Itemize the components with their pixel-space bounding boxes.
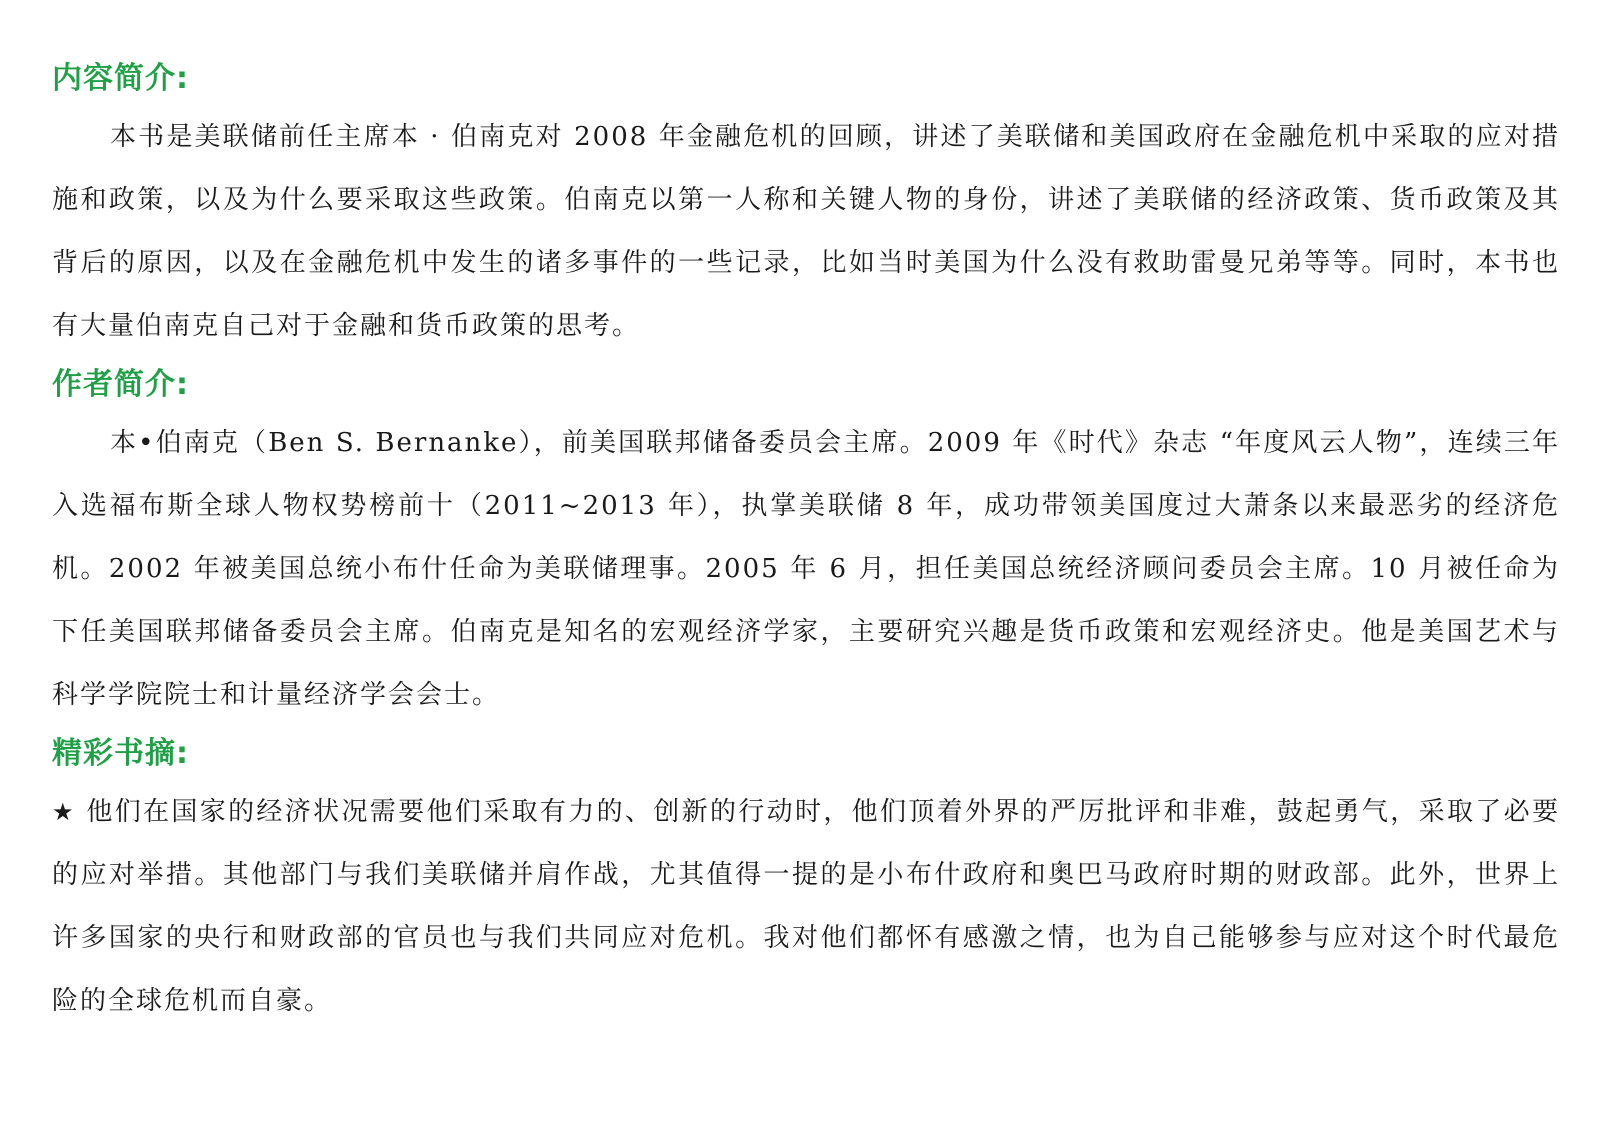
excerpt-paragraph [52, 781, 1560, 1033]
section-title-intro: 内容简介: [52, 61, 189, 96]
author-paragraph: 本•伯南克（Ben S. Bernanke），前美国联邦储备委员会主席。2009 年《时代》杂志 “年度风云人物”，连续三年入选福布斯全球人物权势榜前十（2011~2013 年），执掌美联储 8 年，成功带领美国度过大萧条以来最恶劣的经济危机。2002 年被美国总统小布什任命为美联储理事。2005 年 6 月，担任美国总统经济顾问委员会主席。10 月被任命为下任美国联邦储备委员会主席。伯南克是知名的宏观经济学家，主要研究兴趣是货币政策和宏观经济史。他是美国艺术与科学学院院士和计量经济学会会士。 [52, 428, 1560, 710]
document-page [52, 52, 1560, 1033]
section-title-excerpt: 精彩书摘: [52, 736, 189, 771]
section-title-author: 作者简介: [52, 367, 189, 402]
star-icon: ★ [52, 798, 76, 826]
intro-paragraph: 本书是美联储前任主席本 · 伯南克对 2008 年金融危机的回顾，讲述了美联储和美国政府在金融危机中采取的应对措施和政策，以及为什么要采取这些政策。伯南克以第一人称和关键人物的身份，讲述了美联储的经济政策、货币政策及其背后的原因，以及在金融危机中发生的诸多事件的一些记录，比如当时美国为什么没有救助雷曼兄弟等等。同时，本书也有大量伯南克自己对于金融和货币政策的思考。 [52, 122, 1560, 341]
excerpt-text: 他们在国家的经济状况需要他们采取有力的、创新的行动时，他们顶着外界的严厉批评和非难，鼓起勇气，采取了必要的应对举措。其他部门与我们美联储并肩作战，尤其值得一提的是小布什政府和奥巴马政府时期的财政部。此外，世界上许多国家的央行和财政部的官员也与我们共同应对危机。我对他们都怀有感激之情，也为自己能够参与应对这个时代最危险的全球危机而自豪。 [52, 797, 1560, 1016]
